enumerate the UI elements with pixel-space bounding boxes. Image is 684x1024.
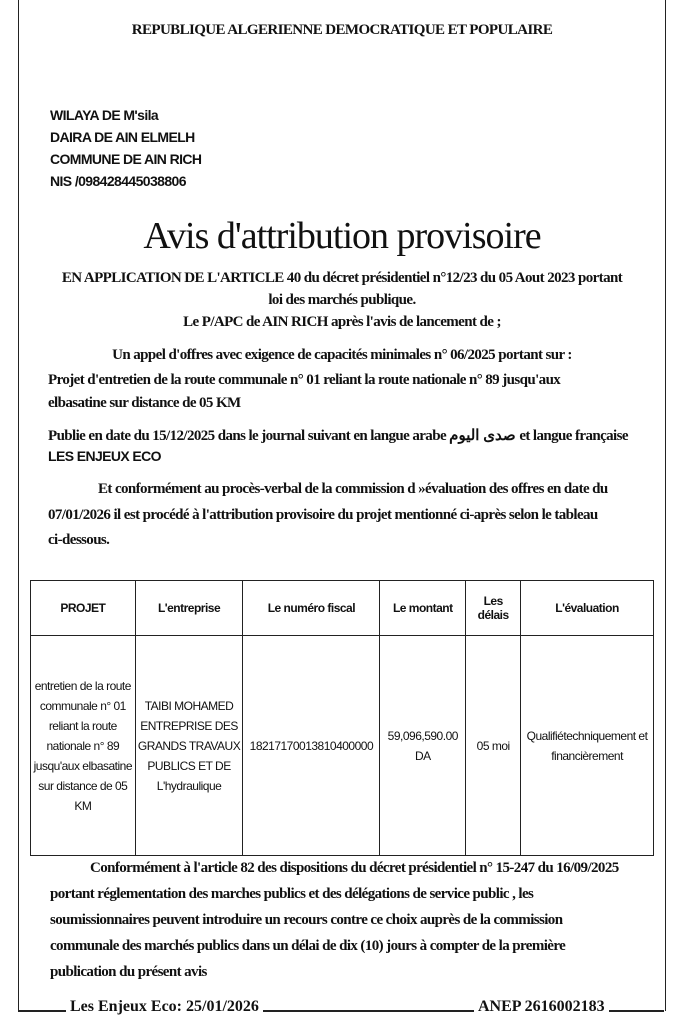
closing-line: soumissionnaires peuvent introduire un recours contre ce choix auprès de la commission bbox=[50, 912, 563, 928]
closing-line: Conformément à l'article 82 des dispositions du décret présidentiel n° 15-247 du 16/09/2025 bbox=[90, 860, 619, 876]
notice-title: Avis d'attribution provisoire bbox=[143, 215, 541, 257]
col-montant: Le montant bbox=[380, 581, 466, 636]
body-line: 07/01/2026 il est procédé à l'attribution provisoire du projet mentionné ci-après selon le tableau bbox=[48, 507, 598, 523]
col-projet: PROJET bbox=[31, 581, 136, 636]
body-line: LES ENJEUX ECO bbox=[48, 448, 161, 464]
cell-numero-fiscal: 18217170013810400000 bbox=[243, 636, 380, 856]
wilaya: WILAYA DE M'sila bbox=[50, 107, 159, 123]
body-line: Et conformément au procès-verbal de la commission d »évaluation des offres en date du bbox=[98, 481, 608, 497]
closing-line: publication du présent avis bbox=[50, 964, 207, 980]
body-line: Le P/APC de AIN RICH après l'avis de lancement de ; bbox=[183, 314, 501, 330]
cell-evaluation: Qualifiétechniquement et financièrement bbox=[521, 636, 654, 856]
table-header-row bbox=[31, 581, 654, 636]
attribution-table bbox=[30, 580, 654, 856]
body-line: ci-dessous. bbox=[48, 532, 110, 548]
body-line: Publie en date du 15/12/2025 dans le journal suivant en langue arabe صدى اليوم et langue française bbox=[48, 428, 628, 444]
footer-anep-ref: ANEP 2616002183 bbox=[474, 998, 609, 1016]
cell-entreprise: TAIBI MOHAMED ENTREPRISE DES GRANDS TRAVAUX PUBLICS ET DE L'hydraulique bbox=[135, 636, 243, 856]
nis: NIS /098428445038806 bbox=[50, 173, 186, 189]
body-line: Un appel d'offres avec exigence de capacités minimales n° 06/2025 portant sur : bbox=[112, 347, 572, 363]
country-header: REPUBLIQUE ALGERIENNE DEMOCRATIQUE ET POPULAIRE bbox=[131, 22, 553, 38]
cell-montant: 59,096,590.00 DA bbox=[380, 636, 466, 856]
cell-projet: entretien de la route communale n° 01 reliant la route nationale n° 89 jusqu'aux elbasatine sur distance de 05 KM bbox=[31, 636, 136, 856]
col-delais: Les délais bbox=[466, 581, 521, 636]
issuer-block bbox=[50, 104, 201, 192]
closing-line: portant réglementation des marches publics et des délégations de service public , les bbox=[50, 886, 534, 902]
footer-source: Les Enjeux Eco: 25/01/2026 bbox=[66, 998, 263, 1016]
table-row bbox=[31, 636, 654, 856]
daira: DAIRA DE AIN ELMELH bbox=[50, 129, 195, 145]
commune: COMMUNE DE AIN RICH bbox=[50, 151, 202, 167]
col-entreprise: L'entreprise bbox=[135, 581, 243, 636]
cell-delais: 05 moi bbox=[466, 636, 521, 856]
closing-line: communale des marchés publics dans un délai de dix (10) jours à compter de la première bbox=[50, 938, 566, 954]
body-line: elbasatine sur distance de 05 KM bbox=[48, 395, 241, 411]
body-line: loi des marchés publique. bbox=[268, 292, 416, 308]
body-line: EN APPLICATION DE L'ARTICLE 40 du décret présidentiel n°12/23 du 05 Aout 2023 portant bbox=[61, 270, 623, 286]
body-line: Projet d'entretien de la route communale n° 01 reliant la route nationale n° 89 jusqu'aux bbox=[48, 372, 561, 388]
col-numero-fiscal: Le numéro fiscal bbox=[243, 581, 380, 636]
col-evaluation: L'évaluation bbox=[521, 581, 654, 636]
